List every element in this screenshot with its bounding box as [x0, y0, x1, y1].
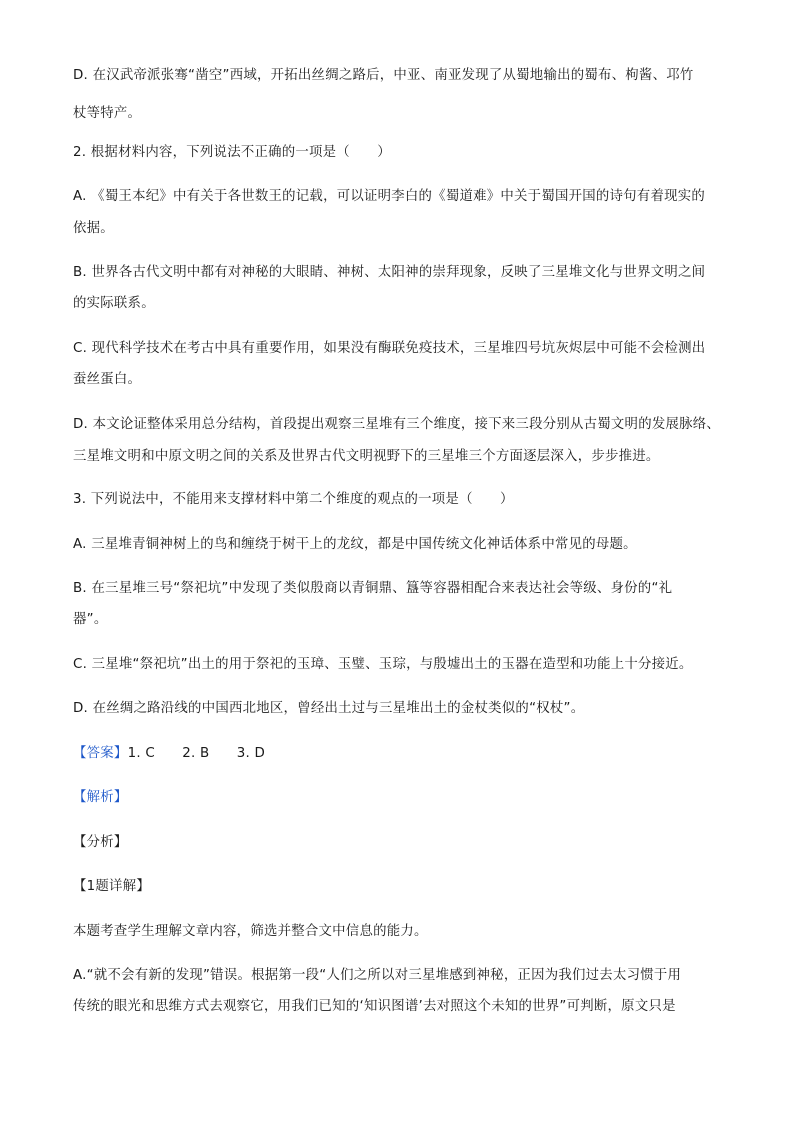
detail-option-a-line-2: 传统的眼光和思维方式去观察它，用我们已知的‘知识图谱’去对照这个未知的世界”可判断，原文只是 [73, 999, 676, 1014]
answer-text: 1. C 2. B 3. D [127, 746, 266, 761]
q2-option-a-line-1: A. 《蜀王本纪》中有关于各世数王的记载，可以证明李白的《蜀道难》中关于蜀国开国的诗句有着现实的 [73, 189, 706, 204]
q3-option-d: D. 在丝绸之路沿线的中国西北地区，曾经出土过与三星堆出土的金杖类似的“权杖”。 [73, 701, 585, 716]
q2-option-c-line-1: C. 现代科学技术在考古中具有重要作用，如果没有酶联免疫技术，三星堆四号坑灰烬层中可能不会检测出 [73, 341, 706, 356]
option-d-line-1: D. 在汉武帝派张骞“凿空”西域，开拓出丝绸之路后，中亚、南亚发现了从蜀地输出的蜀布、枸酱、邛竹 [73, 68, 694, 83]
answer-label: 【答案】 [73, 746, 128, 761]
question-2-stem: 2. 根据材料内容，下列说法不正确的一项是（ ） [73, 145, 391, 160]
q2-option-c-line-2: 蚕丝蛋白。 [73, 372, 142, 387]
answer-line [73, 744, 265, 764]
detail-intro: 本题考查学生理解文章内容，筛选并整合文中信息的能力。 [73, 924, 428, 939]
question-3-stem: 3. 下列说法中，不能用来支撑材料中第二个维度的观点的一项是（ ） [73, 492, 514, 507]
q3-option-b-line-1: B. 在三星堆三号“祭祀坑”中发现了类似殷商以青铜鼎、簋等容器相配合来表达社会等级、身份的“礼 [73, 581, 673, 596]
option-d-line-2: 杖等特产。 [73, 106, 142, 121]
fenxi-label: 【分析】 [73, 835, 128, 850]
analysis-label: 【解析】 [73, 790, 128, 805]
q3-option-c: C. 三星堆“祭祀坑”出土的用于祭祀的玉璋、玉璧、玉琮，与殷墟出土的玉器在造型和功能上十分接近。 [73, 657, 693, 672]
q2-option-b-line-1: B. 世界各古代文明中都有对神秘的大眼睛、神树、太阳神的崇拜现象，反映了三星堆文化与世界文明之间 [73, 265, 706, 280]
q2-option-d-line-2: 三星堆文明和中原文明之间的关系及世界古代文明视野下的三星堆三个方面逐层深入，步步推进。 [73, 449, 660, 464]
q3-option-b-line-2: 器”。 [73, 612, 108, 627]
q2-option-b-line-2: 的实际联系。 [73, 296, 155, 311]
q3-option-a: A. 三星堆青铜神树上的鸟和缠绕于树干上的龙纹，都是中国传统文化神话体系中常见的母题。 [73, 537, 637, 552]
q2-option-a-line-2: 依据。 [73, 221, 114, 236]
detail-option-a-line-1: A.“就不会有新的发现”错误。根据第一段“人们之所以对三星堆感到神秘，正因为我们过去太习惯于用 [73, 968, 682, 983]
q2-option-d-line-1: D. 本文论证整体采用总分结构，首段提出观察三星堆有三个维度，接下来三段分别从古蜀文明的发展脉络、 [73, 417, 721, 432]
detail-label: 【1题详解】 [73, 879, 150, 894]
